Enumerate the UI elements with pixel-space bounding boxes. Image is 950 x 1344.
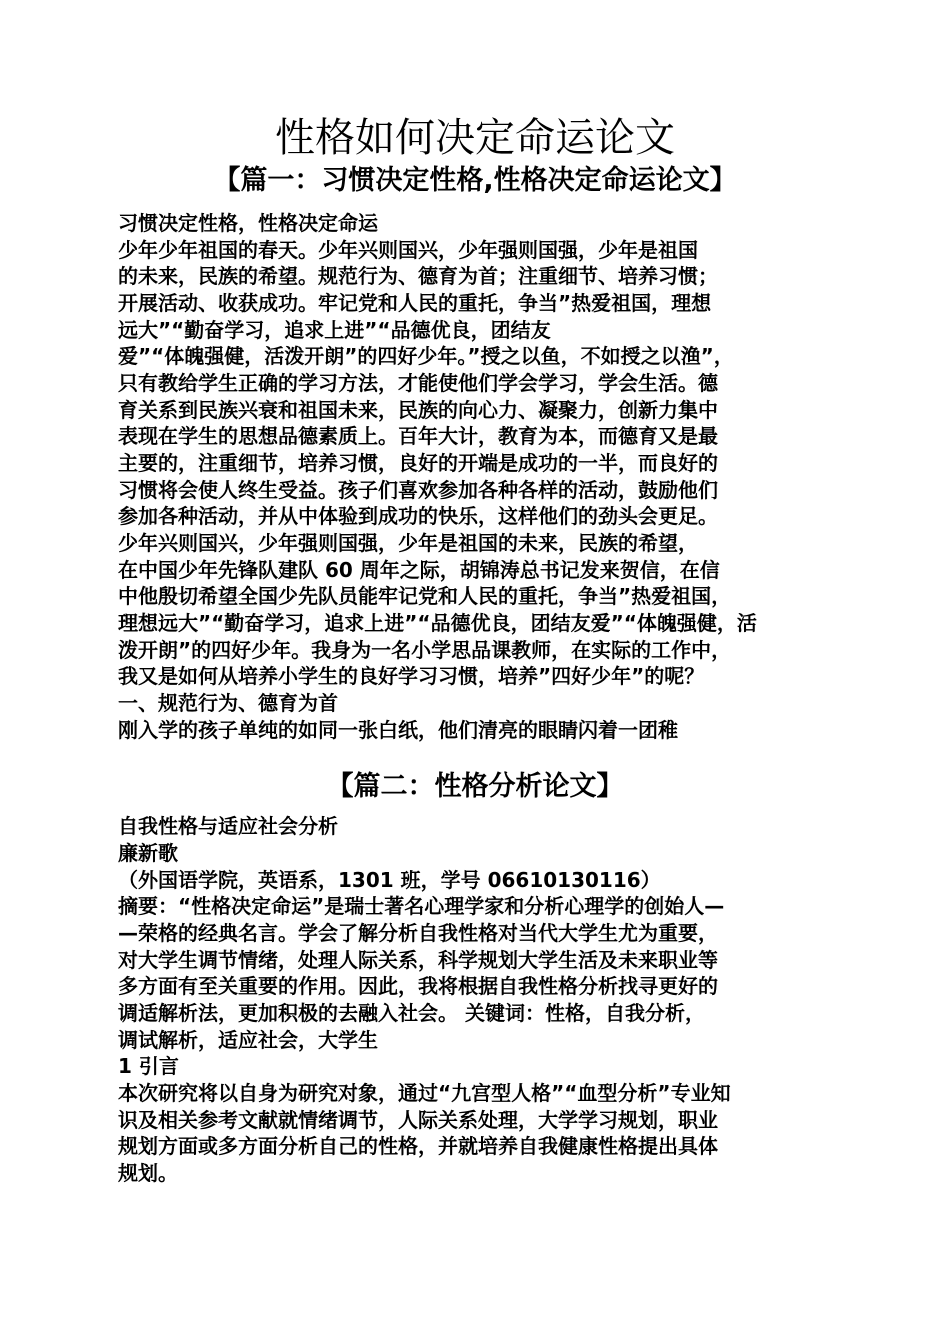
section1-line: 我又是如何从培养小学生的良好学习习惯，培养”四好少年”的呢？ [118, 664, 705, 688]
section1-line: 开展活动、收获成功。牢记党和人民的重托，争当”热爱祖国，理想 [118, 291, 712, 315]
section1-line: 理想远大”“勤奋学习，追求上进”“品德优良，团结友爱”“体魄强健，活 [118, 611, 757, 635]
section2-line: 本次研究将以自身为研究对象，通过“九宫型人格”“血型分析”专业知 [118, 1081, 731, 1105]
section1-line: 参加各种活动，并从中体验到成功的快乐，这样他们的劲头会更足。 [118, 504, 718, 528]
section1-line: 主要的，注重细节，培养习惯，良好的开端是成功的一半，而良好的 [118, 451, 718, 475]
section1-line: 少年少年祖国的春天。少年兴则国兴，少年强则国强，少年是祖国 [118, 238, 698, 262]
section1-line: 习惯决定性格，性格决定命运 [118, 211, 378, 235]
section1-line: 习惯将会使人终生受益。孩子们喜欢参加各种各样的活动，鼓励他们 [118, 478, 718, 502]
section1-line: 表现在学生的思想品德素质上。百年大计，教育为本，而德育又是最 [118, 424, 718, 448]
section1-line: 中他殷切希望全国少先队员能牢记党和人民的重托，争当”热爱祖国， [118, 584, 732, 608]
section1-line: 刚入学的孩子单纯的如同一张白纸，他们清亮的眼睛闪着一团稚 [118, 718, 678, 742]
section-1-heading: 【篇一：习惯决定性格,性格决定命运论文】 [213, 165, 737, 196]
section2-line: 多方面有至关重要的作用。因此，我将根据自我性格分析找寻更好的 [118, 974, 718, 998]
section1-line: 只有教给学生正确的学习方法，才能使他们学会学习，学会生活。德 [118, 371, 718, 395]
section1-line: 育关系到民族兴衰和祖国未来，民族的向心力、凝聚力，创新力集中 [118, 398, 718, 422]
section2-line: 规划。 [118, 1161, 178, 1185]
section-2-heading: 【篇二：性格分析论文】 [326, 771, 624, 802]
section2-line: 规划方面或多方面分析自己的性格，并就培养自我健康性格提出具体 [118, 1134, 718, 1158]
section1-line: 的未来，民族的希望。规范行为、德育为首；注重细节、培养习惯； [118, 264, 718, 288]
section1-line: 少年兴则国兴，少年强则国强，少年是祖国的未来，民族的希望， [118, 531, 698, 555]
section1-line: 一、规范行为、德育为首 [118, 691, 338, 715]
section2-line: 对大学生调节情绪，处理人际关系，科学规划大学生活及未来职业等 [118, 948, 718, 972]
section2-line: —荣格的经典名言。学会了解分析自我性格对当代大学生尤为重要， [118, 921, 718, 945]
section1-line: 爱”“体魄强健，活泼开朗”的四好少年。”授之以鱼，不如授之以渔”， [118, 344, 734, 368]
document-title: 性格如何决定命运论文 [275, 115, 675, 161]
section2-line: 1 引言 [118, 1054, 179, 1078]
section1-line: 在中国少年先锋队建队 60 周年之际，胡锦涛总书记发来贺信，在信 [118, 558, 720, 582]
section1-line: 远大”“勤奋学习，追求上进”“品德优良，团结友 [118, 318, 551, 342]
section2-line: 调适解析法，更加积极的去融入社会。 关键词：性格，自我分析， [118, 1001, 705, 1025]
section2-line: 调试解析，适应社会，大学生 [118, 1028, 378, 1052]
section2-line: （外国语学院，英语系，1301 班，学号 06610130116） [118, 868, 661, 892]
section2-line: 自我性格与适应社会分析 [118, 814, 338, 838]
section1-line: 泼开朗”的四好少年。我身为一名小学思品课教师，在实际的工作中， [118, 638, 732, 662]
section2-line: 摘要：“性格决定命运”是瑞士著名心理学家和分析心理学的创始人— [118, 894, 725, 918]
section2-line: 廉新歌 [118, 841, 178, 865]
section2-line: 识及相关参考文献就情绪调节，人际关系处理，大学学习规划，职业 [118, 1108, 718, 1132]
